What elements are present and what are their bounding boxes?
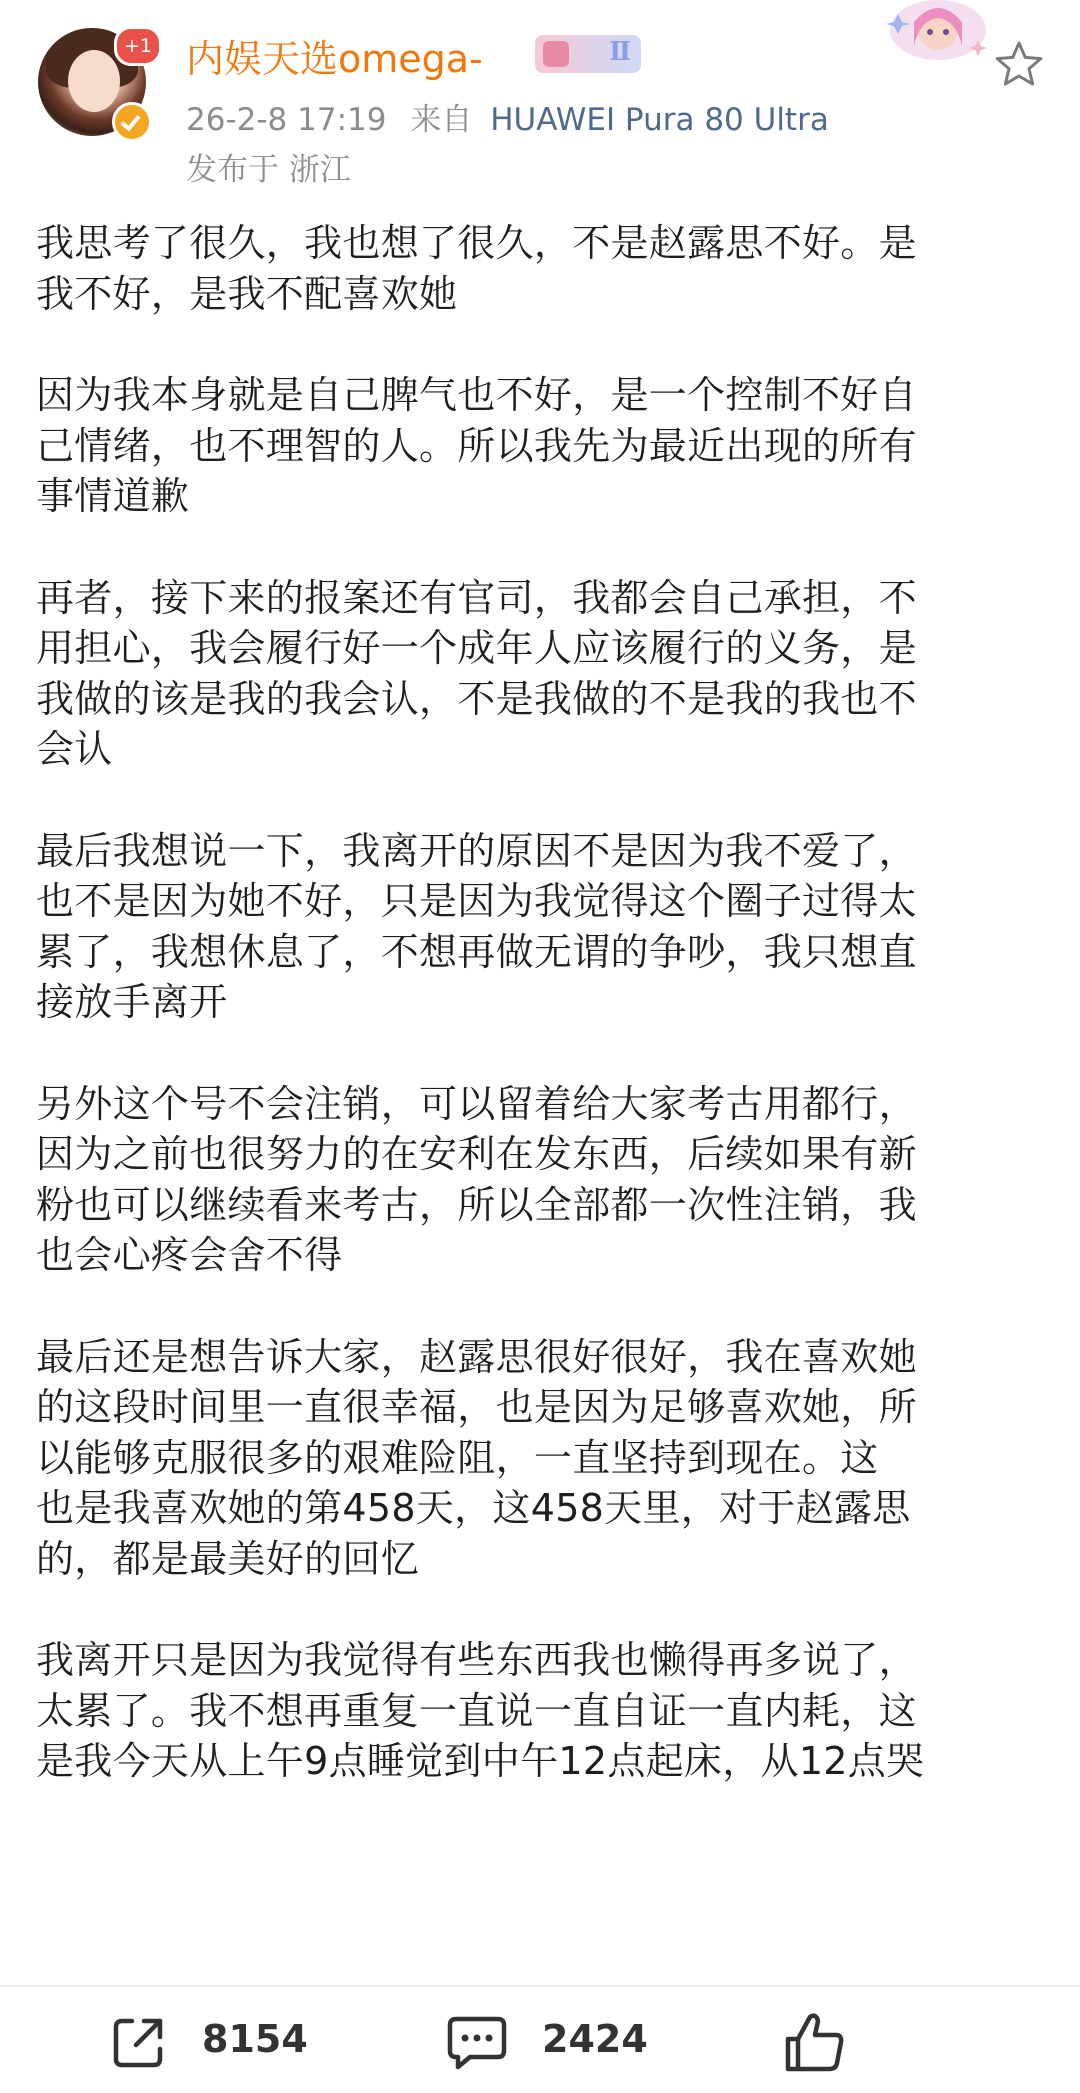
post-paragraph-3 [36,573,1048,775]
action-bar [0,1987,1080,2093]
post-time: 26-2-8 17:19 [186,102,387,138]
post-meta [186,94,829,139]
cat-icon [543,41,569,67]
notification-badge: +1 [114,26,162,66]
thumbs-up-icon [782,2009,848,2075]
text-line: 用担心，我会履行好一个成年人应该履行的义务，是 [36,626,917,670]
text-line: 事情道歉 [36,474,190,518]
text-line: 接放手离开 [36,980,228,1024]
post-paragraph-6 [36,1332,1048,1585]
post-body [36,218,1048,1838]
post-location: 发布于 浙江 [186,152,351,188]
post-paragraph-1 [36,218,1048,319]
favorite-star-icon[interactable] [992,38,1046,92]
text-line: 另外这个号不会注销，可以留着给大家考古用都行， [36,1081,917,1126]
text-line: 累了，我想休息了，不想再做无谓的争吵，我只想直 [36,929,917,974]
avatar-face [68,50,120,112]
fan-level-badge[interactable] [535,35,641,73]
like-button[interactable] [782,1987,902,2093]
text-line: 我思考了很久，我也想了很久，不是赵露思不好。是 [36,221,917,265]
text-line: 我离开只是因为我觉得有些东西我也懒得再多说了， [36,1638,917,1682]
device-link[interactable]: HUAWEI Pura 80 Ultra [490,102,829,138]
comment-icon [446,2013,508,2071]
repost-button[interactable] [110,1987,330,2093]
post-paragraph-7 [36,1635,1048,1787]
text-line: 会认 [36,727,113,771]
level-number: Ⅱ [609,37,631,67]
repost-icon [110,2013,168,2071]
text-line: 也是我喜欢她的第458天，这458天里，对于赵露思 [36,1486,911,1530]
post-paragraph-2 [36,370,1048,522]
text-line: 我不好，是我不配喜欢她 [36,271,458,316]
post-paragraph-4 [36,826,1048,1028]
text-line: 也会心疼会舍不得 [36,1233,343,1277]
comment-count: 2424 [542,2017,648,2061]
text-line: 己情绪，也不理智的人。所以我先为最近出现的所有 [36,423,917,468]
source-prefix: 来自 [410,102,473,138]
comment-button[interactable] [446,1987,666,2093]
text-line: 因为我本身就是自己脾气也不好，是一个控制不好自 [36,373,917,417]
text-line: 太累了。我不想再重复一直说一直自证一直内耗，这 [36,1688,917,1733]
text-line: 粉也可以继续看来考古，所以全部都一次性注销，我 [36,1182,917,1227]
text-line: 因为之前也很努力的在安利在发东西，后续如果有新 [36,1132,917,1176]
repost-count: 8154 [202,2017,308,2061]
text-line: 最后还是想告诉大家，赵露思很好很好，我在喜欢她 [36,1334,917,1379]
verified-icon [112,102,152,142]
text-line: 也不是因为她不好，只是因为我觉得这个圈子过得太 [36,879,917,923]
text-line: 是我今天从上午9点睡觉到中午12点起床，从12点哭 [36,1739,925,1783]
text-line: 的这段时间里一直很幸福，也是因为足够喜欢她，所 [36,1385,917,1429]
text-line: 我做的该是我的我会认，不是我做的不是我的我也不 [36,676,917,721]
text-line: 最后我想说一下，我离开的原因不是因为我不爱了， [36,828,917,873]
post-header [0,0,1080,190]
text-line: 的，都是最美好的回忆 [36,1536,420,1581]
text-line: 以能够克服很多的艰难险阻，一直坚持到现在。这 [36,1435,879,1480]
post-paragraph-5 [36,1079,1048,1281]
anime-girl-decoration-icon [878,0,998,66]
text-line: 再者，接下来的报案还有官司，我都会自己承担，不 [36,575,917,620]
author-name[interactable]: 内娱天选omega- [186,37,483,81]
